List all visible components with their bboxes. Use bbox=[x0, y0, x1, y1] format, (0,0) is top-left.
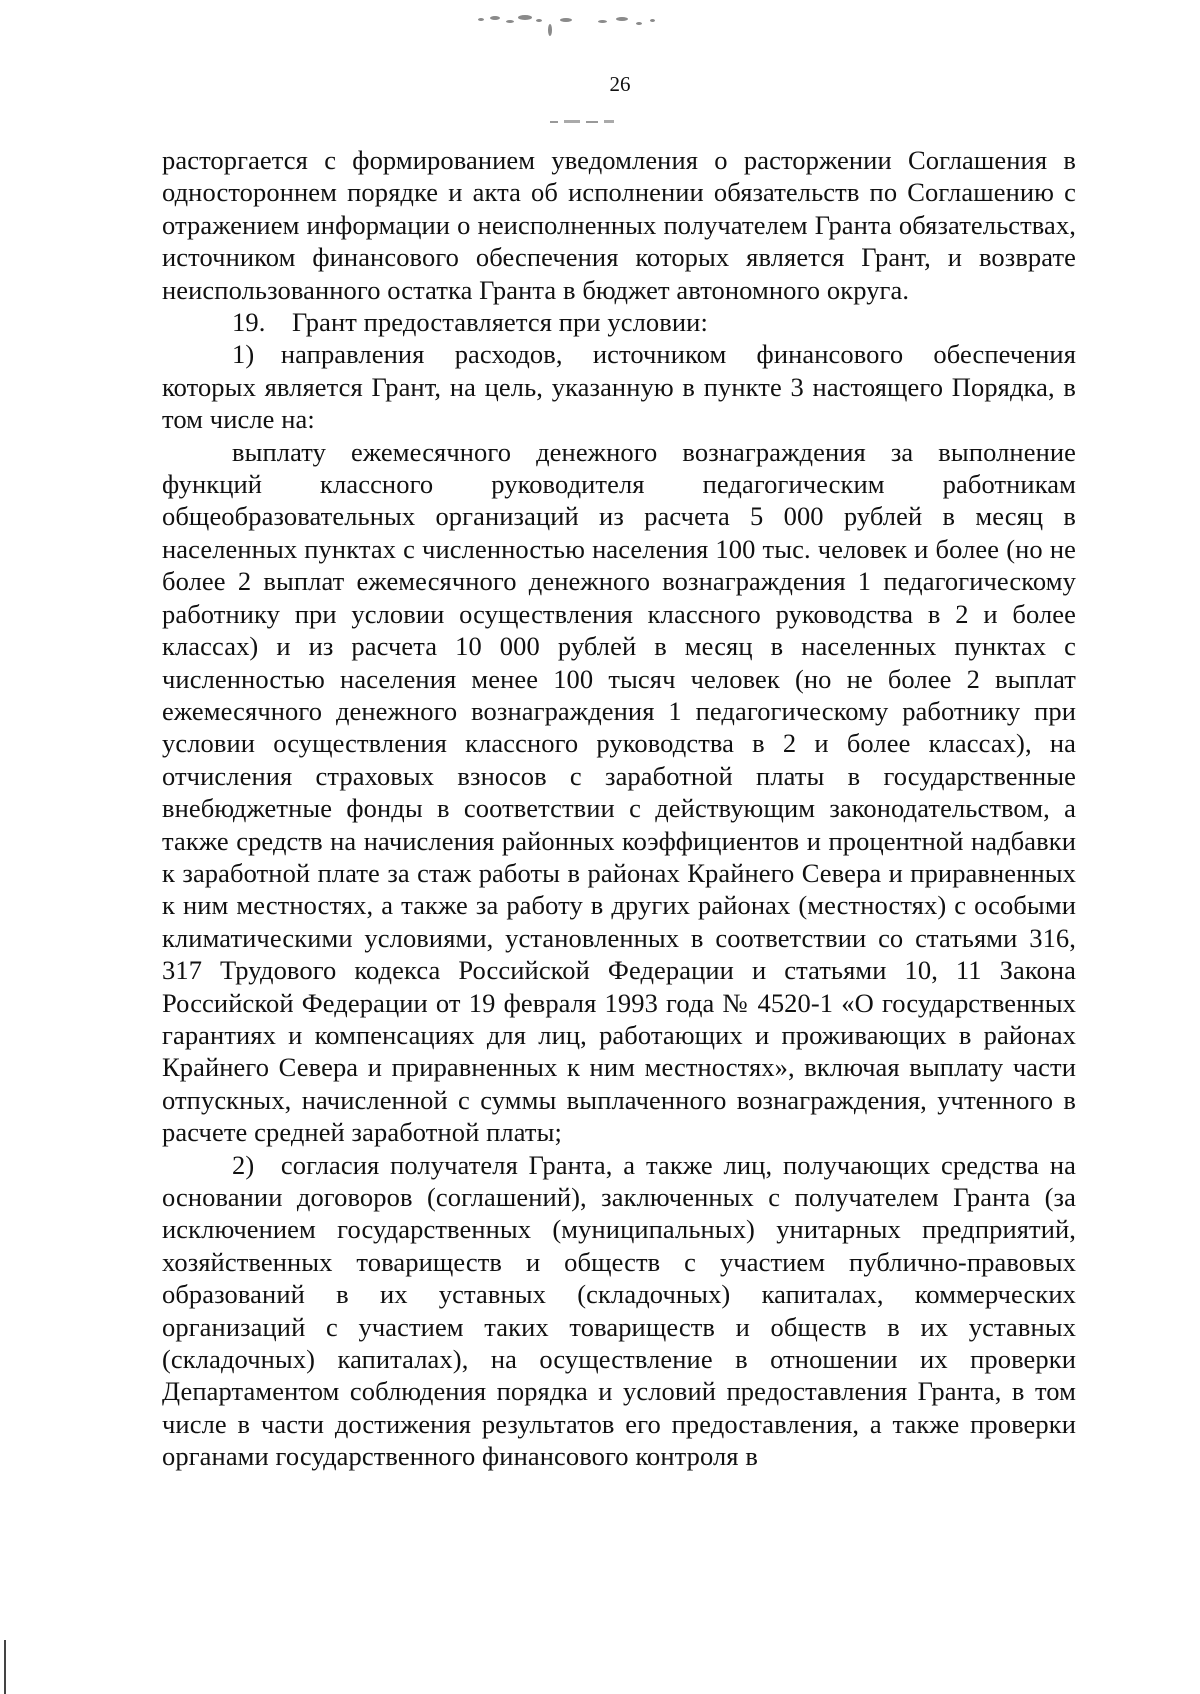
paragraph-item-19: 19. Грант предоставляется при условии: bbox=[232, 307, 708, 338]
scan-edge-mark bbox=[4, 1640, 6, 1694]
scan-artifact bbox=[470, 10, 730, 40]
paragraph-subitem-1: 1) направления расходов, источником финансового обеспечения которых является Грант, на цель, указанную в пункте 3 настоящего Порядка, в том числе на: bbox=[162, 339, 1076, 435]
page-number: 26 bbox=[609, 72, 631, 96]
document-body bbox=[162, 144, 1076, 1473]
paragraph-subitem-2: 2) согласия получателя Гранта, а также лиц, получающих средства на основании договоров (соглашений), заключенных с получателем Гранта (за исключением государственных (муниципальных) унитарных предприятий, хозяйственных товариществ и обществ с участием публично-правовых образований в их уставных (складочных) капиталах, коммерческих организаций с участием таких товариществ и обществ в их уставных (складочных) капиталах), на осуществление в отношении их проверки Департаментом соблюдения порядка и условий предоставления Гранта, в том числе в части достижения результатов его предоставления, а также проверки органами государственного финансового контроля в bbox=[162, 1149, 1076, 1472]
paragraph-continuation: расторгается с формированием уведомления о расторжении Соглашения в одностороннем порядке и акта об исполнении обязательств по Соглашению с отражением информации о неисполненных получателем Гранта обязательствах, источником финансового обеспечения которых является Грант, и возврате неиспользованного остатка Гранта в бюджет автономного округа. bbox=[162, 145, 1076, 305]
paragraph-grant-purposes: выплату ежемесячного денежного вознаграждения за выполнение функций классного руководителя педагогическим работникам общеобразовательных организаций из расчета 5 000 рублей в месяц в населенных пунктах с численностью населения 100 тыс. человек и более (но не более 2 выплат ежемесячного денежного вознаграждения 1 педагогическому работнику при условии осуществления классного руководства в 2 и более классах) и из расчета 10 000 рублей в месяц в населенных пунктах с численностью населения менее 100 тысяч человек (но не более 2 выплат ежемесячного денежного вознаграждения 1 педагогическому работнику при условии осуществления классного руководства в 2 и более классах), на отчисления страховых взносов с заработной платы в государственные внебюджетные фонды в соответствии с действующим законодательством, а также средств на начисления районных коэффициентов и процентной надбавки к заработной плате за стаж работы в районах Крайнего Севера и приравненных к ним местностях, а также за работу в других районах (местностях) с особыми климатическими условиями, установленных в соответствии со статьями 316, 317 Трудового кодекса Российской Федерации и статьями 10, 11 Закона Российской Федерации от 19 февраля 1993 года № 4520-1 «О государственных гарантиях и компенсациях для лиц, работающих и проживающих в районах Крайнего Севера и приравненных к ним местностях», включая выплату части отпускных, начисленной с суммы выплаченного вознаграждения, учтенного в расчете средней заработной платы; bbox=[162, 436, 1076, 1148]
scan-smudge bbox=[540, 118, 650, 128]
